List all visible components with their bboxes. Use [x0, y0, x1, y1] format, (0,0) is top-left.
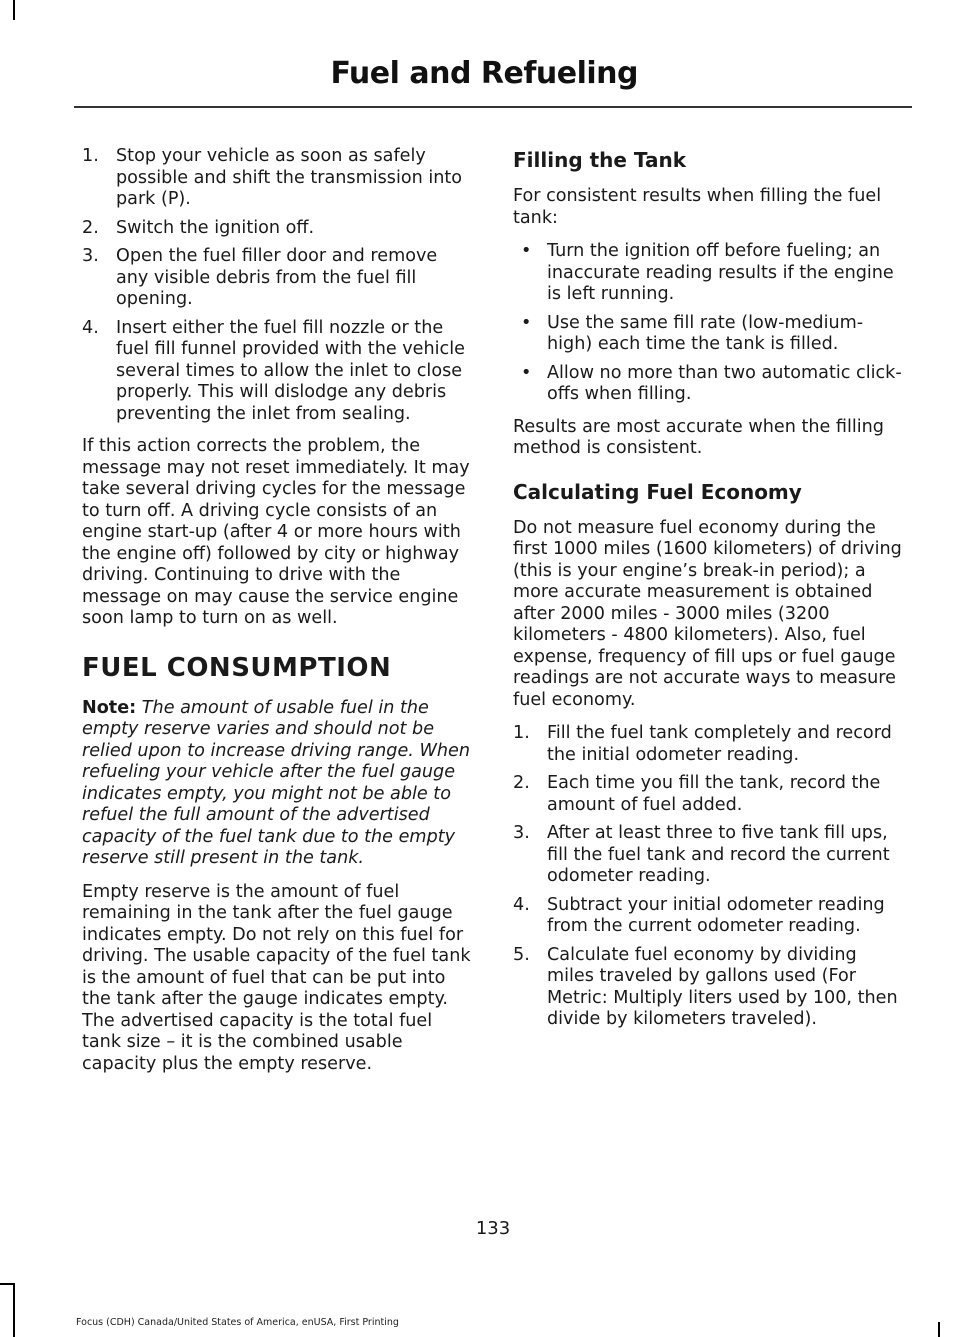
bullet: •: [521, 241, 532, 261]
list-item: [513, 723, 907, 766]
step-text: Subtract your initial odometer reading from the current odometer reading.: [547, 894, 885, 936]
list-item: [82, 318, 474, 426]
list-item: [513, 313, 907, 356]
subheading-calculating-fuel-economy: Calculating Fuel Economy: [513, 479, 802, 504]
bullet-text: Use the same fill rate (low-medium-high) each time the tank is filled.: [547, 312, 864, 354]
footer-edition: Focus (CDH) Canada/United States of America, enUSA, First Printing: [76, 1317, 399, 1328]
page-title: Fuel and Refueling: [330, 56, 638, 91]
list-item: [513, 363, 907, 406]
list-item: [82, 246, 474, 311]
step-text: Stop your vehicle as soon as safely possible and shift the transmission into park (P).: [116, 146, 463, 209]
left-column: [82, 146, 474, 1087]
title-divider: [74, 106, 912, 108]
page-number: 133: [475, 1218, 511, 1239]
step-text: Open the fuel filler door and remove any visible debris from the fuel fill opening.: [116, 246, 438, 309]
section-heading-fuel-consumption: FUEL CONSUMPTION: [82, 652, 392, 683]
step-text: Switch the ignition off.: [116, 217, 315, 238]
step-number: 3.: [82, 246, 99, 266]
step-number: 5.: [513, 944, 530, 965]
list-item: [82, 146, 474, 211]
step-number: 2.: [82, 217, 99, 238]
step-number: 1.: [82, 146, 99, 166]
step-text: Each time you fill the tank, record the amount of fuel added.: [547, 773, 881, 815]
list-item: [513, 773, 907, 816]
bullet-text: Allow no more than two automatic click-offs when filling.: [547, 362, 902, 404]
crop-mark-bottom-right: [938, 1322, 940, 1337]
filling-bullets-list: [513, 241, 907, 406]
note-label: Note:: [82, 697, 137, 718]
fuel-economy-steps-list: [513, 723, 907, 1031]
paragraph-filling-results: Results are most accurate when the filling method is consistent.: [513, 416, 884, 458]
list-item: [82, 218, 474, 240]
problem-steps-list: [82, 146, 474, 425]
step-text: Insert either the fuel fill nozzle or the fuel fill funnel provided with the vehicle several times to allow the inlet to close properly. This will dislodge any debris preventing the inlet from sealing.: [116, 317, 465, 424]
step-text: After at least three to five tank fill ups, fill the fuel tank and record the current odometer reading.: [547, 823, 890, 886]
list-item: [513, 823, 907, 888]
list-item: [513, 241, 907, 306]
right-column: [513, 146, 907, 1042]
subheading-filling-the-tank: Filling the Tank: [513, 148, 687, 172]
step-number: 4.: [82, 317, 99, 338]
note-text: The amount of usable fuel in the empty reserve varies and should not be relied upon to increase driving range. When refueling your vehicle after the fuel gauge indicates empty, you might not be able to refuel the full amount of the advertised capacity of the fuel tank due to the empty reserve still present in the tank.: [82, 697, 470, 868]
step-text: Fill the fuel tank completely and record the initial odometer reading.: [547, 723, 892, 765]
note: [82, 698, 474, 870]
bullet-text: Turn the ignition off before fueling; an inaccurate reading results if the engine is left running.: [547, 241, 894, 304]
paragraph-problem-corrected: If this action corrects the problem, the message may not reset immediately. It may take several driving cycles for the message to turn off. A driving cycle consists of an engine start-up (after 4 or more hours with the engine off) followed by city or highway driving. Continuing to drive with the message on may cause the service engine soon lamp to turn on as well.: [82, 436, 470, 628]
bullet: •: [521, 362, 532, 383]
list-item: [513, 895, 907, 938]
paragraph-filling-intro: For consistent results when filling the fuel tank:: [513, 186, 882, 228]
crop-mark-top-left: [13, 0, 15, 20]
step-text: Calculate fuel economy by dividing miles traveled by gallons used (For Metric: Multiply liters used by 100, then divide by kilometers traveled).: [547, 944, 898, 1029]
step-number: 1.: [513, 723, 530, 743]
step-number: 4.: [513, 894, 530, 915]
list-item: [513, 945, 907, 1031]
step-number: 2.: [513, 773, 530, 793]
step-number: 3.: [513, 823, 530, 843]
paragraph-fuel-economy-intro: Do not measure fuel economy during the first 1000 miles (1600 kilometers) of driving (this is your engine’s break-in period); a more accurate measurement is obtained after 2000 miles - 3000 miles (3200 kilometers - 4800 kilometers). Also, fuel expense, frequency of fill ups or fuel gauge readings are not accurate ways to measure fuel economy.: [513, 517, 902, 710]
crop-mark-bottom-left: [13, 1283, 15, 1337]
crop-mark-bottom-left-h: [0, 1283, 15, 1285]
paragraph-empty-reserve: Empty reserve is the amount of fuel remaining in the tank after the fuel gauge indicates empty. Do not rely on this fuel for driving. The usable capacity of the fuel tank is the amount of fuel that can be put into the tank after the gauge indicates empty. The advertised capacity is the total fuel tank size – it is the combined usable capacity plus the empty reserve.: [82, 881, 471, 1074]
bullet: •: [521, 312, 532, 333]
